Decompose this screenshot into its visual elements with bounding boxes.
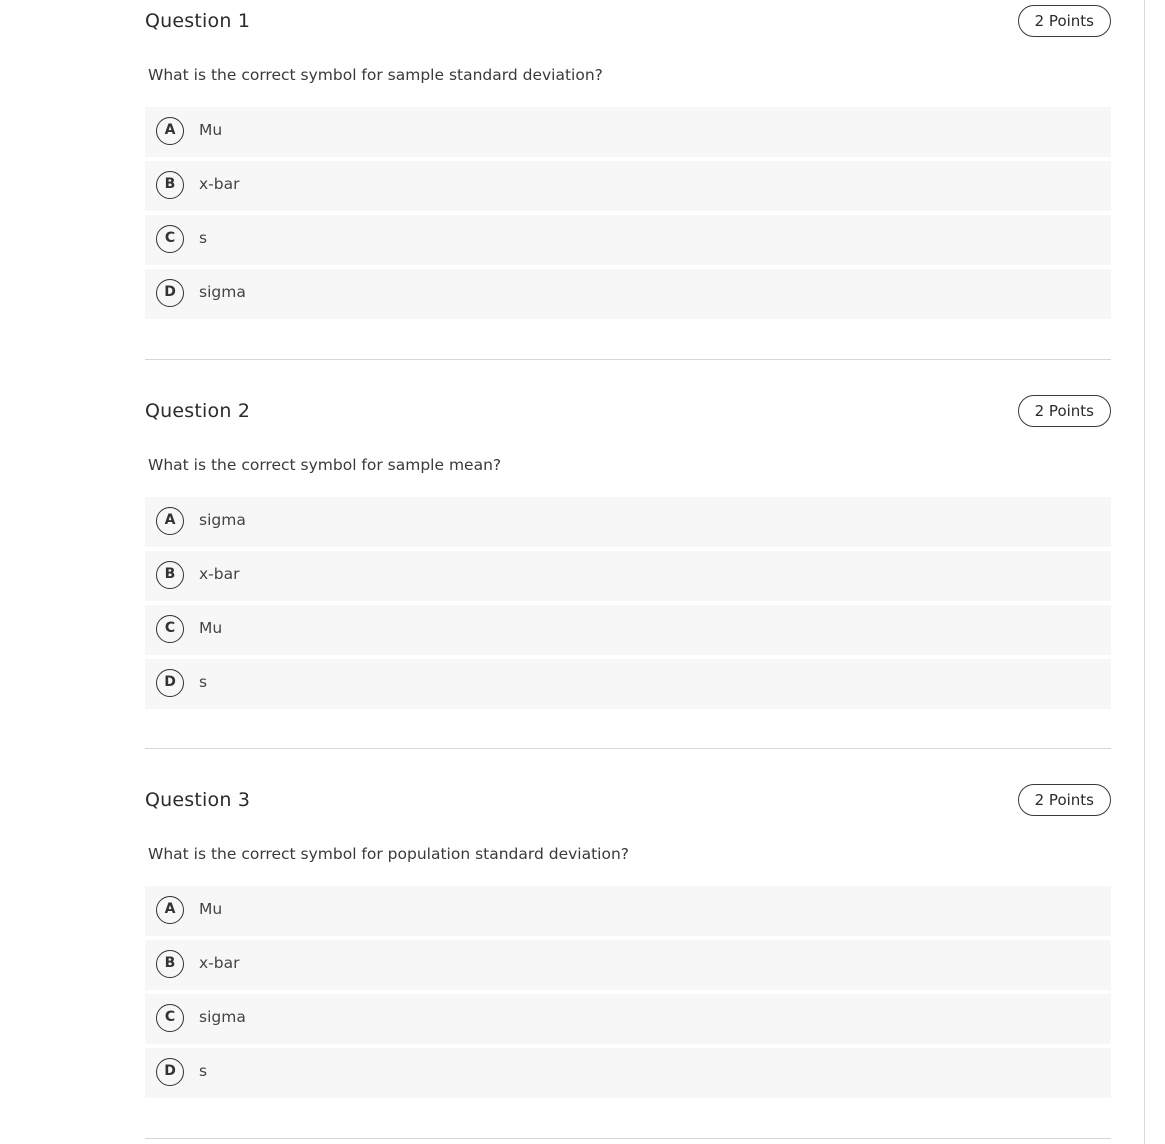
option-label: x-bar [199, 175, 240, 193]
question-header [145, 390, 1111, 436]
option-letter-badge: D [156, 669, 184, 697]
option-letter-badge: A [156, 507, 184, 535]
question-text: What is the correct symbol for sample standard deviation? [148, 66, 603, 84]
option-letter-badge: C [156, 1004, 184, 1032]
option-letter-badge: B [156, 171, 184, 199]
question-text: What is the correct symbol for sample mean? [148, 456, 502, 474]
option-letter-badge: C [156, 225, 184, 253]
points-badge: 2 Points [1018, 395, 1111, 427]
answer-option-a[interactable] [145, 497, 1111, 547]
answer-options [145, 107, 1111, 323]
option-label: s [199, 229, 208, 247]
option-letter-badge: D [156, 279, 184, 307]
question-divider [145, 748, 1111, 749]
option-label: Mu [199, 619, 223, 637]
question-divider [145, 359, 1111, 360]
option-label: x-bar [199, 954, 240, 972]
answer-option-a[interactable] [145, 886, 1111, 936]
points-badge: 2 Points [1018, 5, 1111, 37]
question-1 [145, 0, 1111, 301]
answer-option-d[interactable] [145, 659, 1111, 709]
option-label: s [199, 1062, 208, 1080]
option-label: s [199, 673, 208, 691]
option-letter-badge: C [156, 615, 184, 643]
answer-option-b[interactable] [145, 551, 1111, 601]
question-divider [145, 1138, 1111, 1139]
points-badge: 2 Points [1018, 784, 1111, 816]
answer-options [145, 886, 1111, 1102]
answer-option-a[interactable] [145, 107, 1111, 157]
option-letter-badge: A [156, 117, 184, 145]
answer-option-c[interactable] [145, 605, 1111, 655]
option-label: Mu [199, 121, 223, 139]
question-header [145, 0, 1111, 46]
answer-option-b[interactable] [145, 940, 1111, 990]
answer-option-d[interactable] [145, 1048, 1111, 1098]
question-text: What is the correct symbol for population standard deviation? [148, 845, 630, 863]
answer-options [145, 497, 1111, 713]
answer-option-b[interactable] [145, 161, 1111, 211]
answer-option-d[interactable] [145, 269, 1111, 319]
question-title: Question 1 [145, 10, 251, 32]
option-label: x-bar [199, 565, 240, 583]
question-2 [145, 390, 1111, 691]
question-3 [145, 779, 1111, 1080]
option-letter-badge: D [156, 1058, 184, 1086]
option-letter-badge: B [156, 561, 184, 589]
question-title: Question 2 [145, 400, 251, 422]
question-header [145, 779, 1111, 825]
option-label: sigma [199, 1008, 246, 1026]
option-letter-badge: A [156, 896, 184, 924]
question-title: Question 3 [145, 789, 251, 811]
option-letter-badge: B [156, 950, 184, 978]
option-label: sigma [199, 283, 246, 301]
answer-option-c[interactable] [145, 994, 1111, 1044]
option-label: sigma [199, 511, 246, 529]
option-label: Mu [199, 900, 223, 918]
answer-option-c[interactable] [145, 215, 1111, 265]
